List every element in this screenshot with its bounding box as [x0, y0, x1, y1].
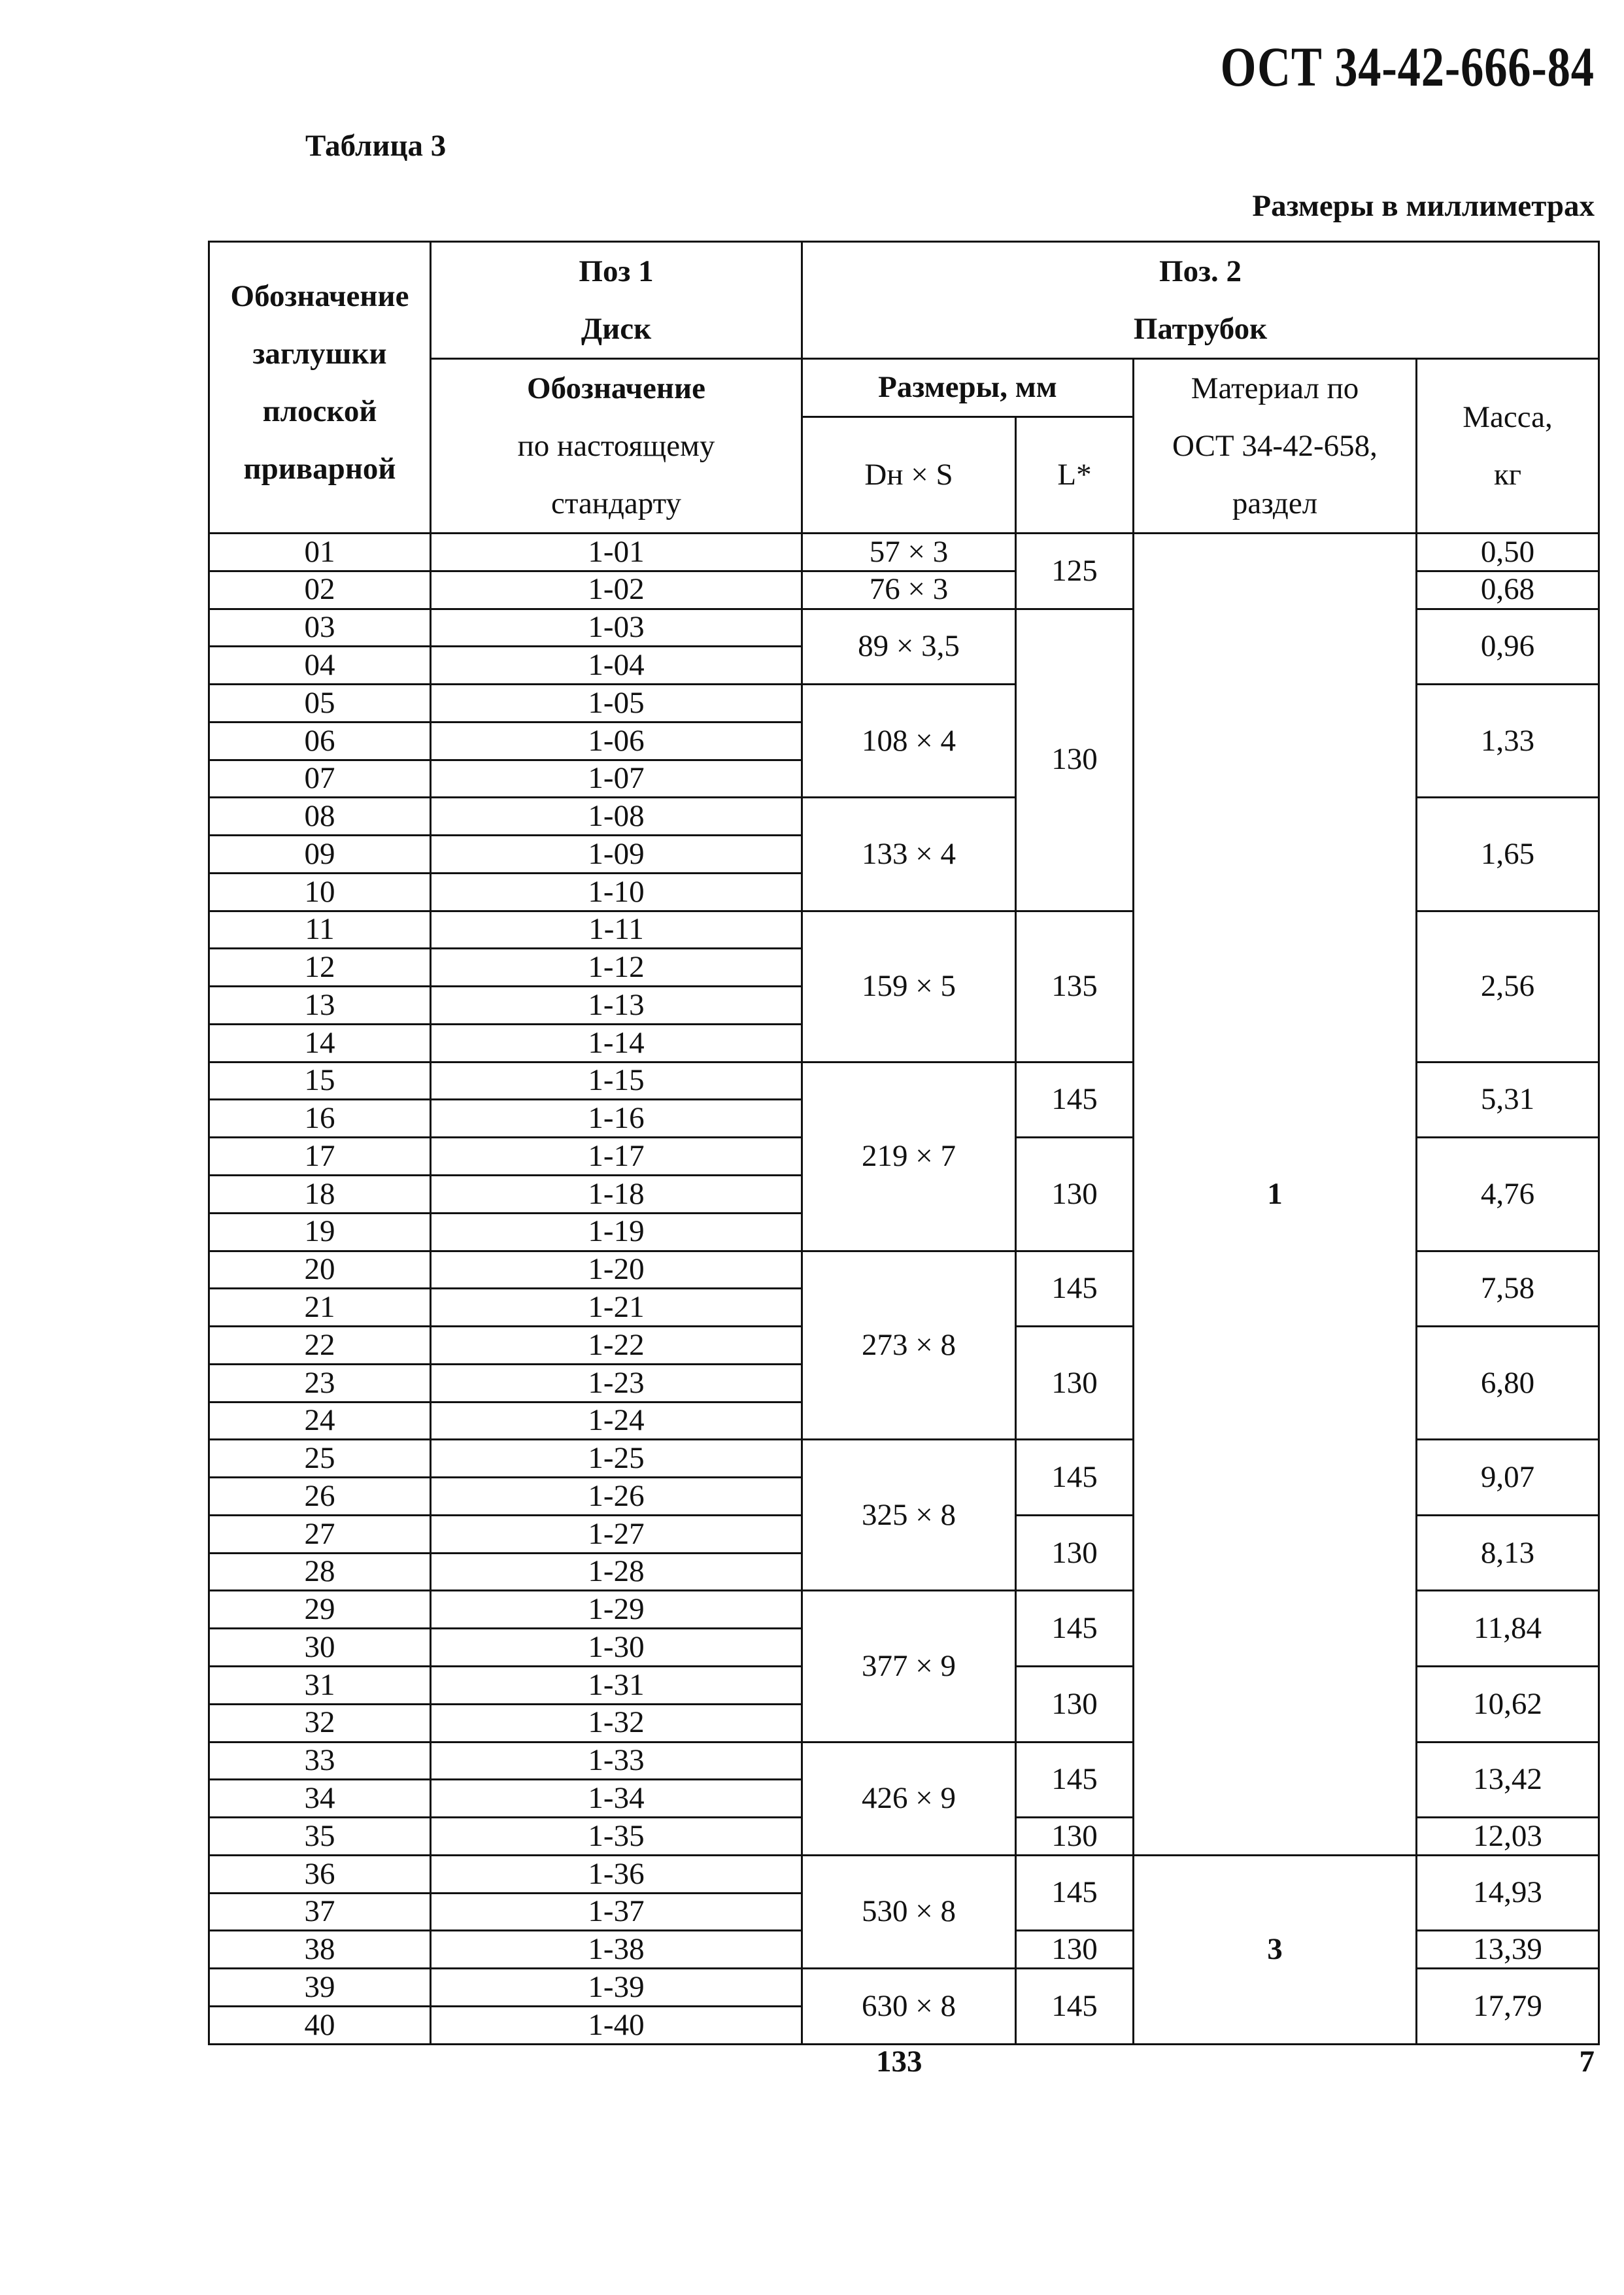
- material-section-cell: 3: [1134, 1855, 1417, 2044]
- dn-s-cell: 89 × 3,5: [802, 609, 1016, 685]
- disk-designation-cell: 1-30: [431, 1629, 802, 1667]
- mass-cell: 11,84: [1417, 1591, 1599, 1667]
- header-mass-line: Масса,: [1463, 400, 1553, 434]
- plug-code-cell: 12: [209, 949, 431, 987]
- dn-s-cell: 273 × 8: [802, 1251, 1016, 1440]
- plug-code-cell: 37: [209, 1893, 431, 1931]
- length-cell: 135: [1016, 911, 1134, 1062]
- length-cell: 130: [1016, 1818, 1134, 1856]
- mass-cell: 4,76: [1417, 1138, 1599, 1251]
- disk-designation-cell: 1-06: [431, 722, 802, 760]
- plug-code-cell: 05: [209, 685, 431, 722]
- dn-s-cell: 530 × 8: [802, 1855, 1016, 1968]
- disk-designation-cell: 1-22: [431, 1327, 802, 1365]
- dimensions-table: [208, 241, 1600, 2045]
- header-mass-line: кг: [1493, 458, 1522, 492]
- plug-code-cell: 30: [209, 1629, 431, 1667]
- disk-designation-cell: 1-17: [431, 1138, 802, 1176]
- mass-cell: 8,13: [1417, 1515, 1599, 1591]
- dn-s-cell: 57 × 3: [802, 534, 1016, 571]
- disk-designation-cell: 1-32: [431, 1704, 802, 1742]
- disk-designation-cell: 1-39: [431, 1969, 802, 2007]
- plug-code-cell: 16: [209, 1100, 431, 1138]
- mass-cell: 5,31: [1417, 1062, 1599, 1138]
- plug-code-cell: 36: [209, 1855, 431, 1893]
- plug-code-cell: 06: [209, 722, 431, 760]
- disk-designation-cell: 1-04: [431, 647, 802, 685]
- header-disk-designation-line: Обозначение: [527, 371, 705, 405]
- length-cell: 145: [1016, 1855, 1134, 1931]
- plug-code-cell: 28: [209, 1553, 431, 1591]
- header-dn-s: Dн × S: [802, 417, 1016, 534]
- mass-cell: 0,96: [1417, 609, 1599, 685]
- length-cell: 145: [1016, 1969, 1134, 2045]
- plug-code-cell: 17: [209, 1138, 431, 1176]
- plug-code-cell: 08: [209, 798, 431, 836]
- header-disk-designation-line: по настоящему: [517, 429, 715, 463]
- disk-designation-cell: 1-20: [431, 1251, 802, 1289]
- dn-s-cell: 630 × 8: [802, 1969, 1016, 2045]
- disk-designation-cell: 1-11: [431, 911, 802, 949]
- plug-code-cell: 24: [209, 1402, 431, 1440]
- header-material-line: раздел: [1232, 486, 1318, 520]
- disk-designation-cell: 1-35: [431, 1818, 802, 1856]
- header-plug-designation-line: заглушки: [252, 337, 387, 371]
- disk-designation-cell: 1-18: [431, 1176, 802, 1214]
- header-material: [1134, 359, 1417, 534]
- disk-designation-cell: 1-36: [431, 1855, 802, 1893]
- length-cell: 145: [1016, 1591, 1134, 1667]
- plug-code-cell: 10: [209, 873, 431, 911]
- dn-s-cell: 76 × 3: [802, 571, 1016, 609]
- dn-s-cell: 219 × 7: [802, 1062, 1016, 1251]
- mass-cell: 7,58: [1417, 1251, 1599, 1327]
- disk-designation-cell: 1-29: [431, 1591, 802, 1629]
- plug-code-cell: 23: [209, 1364, 431, 1402]
- header-plug-designation-line: приварной: [243, 452, 396, 486]
- plug-code-cell: 39: [209, 1969, 431, 2007]
- disk-designation-cell: 1-14: [431, 1024, 802, 1062]
- header-disk-designation-line: стандарту: [550, 486, 682, 520]
- plug-code-cell: 09: [209, 836, 431, 874]
- header-l: L*: [1016, 417, 1134, 534]
- header-plug-designation: [209, 242, 431, 534]
- length-cell: 130: [1016, 1515, 1134, 1591]
- plug-code-cell: 07: [209, 760, 431, 798]
- header-pos1: [431, 242, 802, 359]
- header-plug-designation-line: плоской: [262, 394, 377, 428]
- plug-code-cell: 11: [209, 911, 431, 949]
- header-dimensions: Размеры, мм: [802, 359, 1134, 417]
- plug-code-cell: 27: [209, 1515, 431, 1553]
- page-number: 133: [876, 2045, 922, 2079]
- table-label: Таблица 3: [305, 129, 447, 163]
- table-body: [209, 534, 1599, 2045]
- disk-designation-cell: 1-23: [431, 1364, 802, 1402]
- dn-s-cell: 108 × 4: [802, 685, 1016, 798]
- plug-code-cell: 14: [209, 1024, 431, 1062]
- mass-cell: 14,93: [1417, 1855, 1599, 1931]
- mass-cell: 13,42: [1417, 1742, 1599, 1818]
- length-cell: 130: [1016, 1138, 1134, 1251]
- plug-code-cell: 03: [209, 609, 431, 647]
- plug-code-cell: 25: [209, 1440, 431, 1478]
- header-disk-designation: [431, 359, 802, 534]
- disk-designation-cell: 1-01: [431, 534, 802, 571]
- disk-designation-cell: 1-08: [431, 798, 802, 836]
- mass-cell: 0,50: [1417, 534, 1599, 571]
- material-section-cell: 1: [1134, 534, 1417, 1856]
- standard-number: ОСТ 34-42-666-84: [1220, 35, 1595, 98]
- disk-designation-cell: 1-16: [431, 1100, 802, 1138]
- disk-designation-cell: 1-24: [431, 1402, 802, 1440]
- disk-designation-cell: 1-10: [431, 873, 802, 911]
- header-pos1-line: Диск: [581, 312, 652, 346]
- mass-cell: 1,65: [1417, 798, 1599, 911]
- disk-designation-cell: 1-40: [431, 2006, 802, 2044]
- plug-code-cell: 26: [209, 1478, 431, 1516]
- plug-code-cell: 15: [209, 1062, 431, 1100]
- header-pos2-line: Поз. 2: [1159, 254, 1242, 288]
- plug-code-cell: 34: [209, 1780, 431, 1818]
- plug-code-cell: 20: [209, 1251, 431, 1289]
- disk-designation-cell: 1-03: [431, 609, 802, 647]
- disk-designation-cell: 1-28: [431, 1553, 802, 1591]
- table-row: [209, 1855, 1599, 1893]
- disk-designation-cell: 1-21: [431, 1289, 802, 1327]
- dn-s-cell: 133 × 4: [802, 798, 1016, 911]
- plug-code-cell: 35: [209, 1818, 431, 1856]
- sheet-number: 7: [1579, 2045, 1595, 2079]
- mass-cell: 2,56: [1417, 911, 1599, 1062]
- plug-code-cell: 33: [209, 1742, 431, 1780]
- length-cell: 145: [1016, 1742, 1134, 1818]
- mass-cell: 17,79: [1417, 1969, 1599, 2045]
- disk-designation-cell: 1-15: [431, 1062, 802, 1100]
- disk-designation-cell: 1-09: [431, 836, 802, 874]
- mass-cell: 10,62: [1417, 1666, 1599, 1742]
- disk-designation-cell: 1-19: [431, 1213, 802, 1251]
- length-cell: 130: [1016, 609, 1134, 911]
- disk-designation-cell: 1-34: [431, 1780, 802, 1818]
- disk-designation-cell: 1-38: [431, 1931, 802, 1969]
- header-plug-designation-line: Обозначение: [230, 279, 409, 313]
- plug-code-cell: 40: [209, 2006, 431, 2044]
- length-cell: 145: [1016, 1251, 1134, 1327]
- header-pos1-line: Поз 1: [579, 254, 654, 288]
- table-header: [209, 242, 1599, 534]
- length-cell: 130: [1016, 1327, 1134, 1440]
- length-cell: 130: [1016, 1931, 1134, 1969]
- dn-s-cell: 159 × 5: [802, 911, 1016, 1062]
- disk-designation-cell: 1-37: [431, 1893, 802, 1931]
- plug-code-cell: 19: [209, 1213, 431, 1251]
- mass-cell: 13,39: [1417, 1931, 1599, 1969]
- disk-designation-cell: 1-33: [431, 1742, 802, 1780]
- dn-s-cell: 426 × 9: [802, 1742, 1016, 1855]
- dn-s-cell: 325 × 8: [802, 1440, 1016, 1591]
- plug-code-cell: 18: [209, 1176, 431, 1214]
- plug-code-cell: 31: [209, 1666, 431, 1704]
- length-cell: 125: [1016, 534, 1134, 609]
- table-row: [209, 534, 1599, 571]
- disk-designation-cell: 1-05: [431, 685, 802, 722]
- disk-designation-cell: 1-26: [431, 1478, 802, 1516]
- plug-code-cell: 02: [209, 571, 431, 609]
- disk-designation-cell: 1-27: [431, 1515, 802, 1553]
- disk-designation-cell: 1-13: [431, 987, 802, 1025]
- units-note: Размеры в миллиметрах: [1252, 189, 1595, 223]
- disk-designation-cell: 1-02: [431, 571, 802, 609]
- mass-cell: 12,03: [1417, 1818, 1599, 1856]
- header-pos2-line: Патрубок: [1133, 312, 1268, 346]
- plug-code-cell: 04: [209, 647, 431, 685]
- plug-code-cell: 32: [209, 1704, 431, 1742]
- length-cell: 145: [1016, 1062, 1134, 1138]
- mass-cell: 9,07: [1417, 1440, 1599, 1516]
- plug-code-cell: 21: [209, 1289, 431, 1327]
- length-cell: 145: [1016, 1440, 1134, 1516]
- header-material-line: ОСТ 34-42-658,: [1172, 429, 1378, 463]
- plug-code-cell: 22: [209, 1327, 431, 1365]
- disk-designation-cell: 1-12: [431, 949, 802, 987]
- plug-code-cell: 13: [209, 987, 431, 1025]
- mass-cell: 6,80: [1417, 1327, 1599, 1440]
- header-mass: [1417, 359, 1599, 534]
- mass-cell: 0,68: [1417, 571, 1599, 609]
- mass-cell: 1,33: [1417, 685, 1599, 798]
- disk-designation-cell: 1-25: [431, 1440, 802, 1478]
- disk-designation-cell: 1-07: [431, 760, 802, 798]
- header-material-line: Материал по: [1191, 371, 1359, 405]
- dn-s-cell: 377 × 9: [802, 1591, 1016, 1742]
- plug-code-cell: 38: [209, 1931, 431, 1969]
- plug-code-cell: 29: [209, 1591, 431, 1629]
- header-pos2: [802, 242, 1599, 359]
- length-cell: 130: [1016, 1666, 1134, 1742]
- disk-designation-cell: 1-31: [431, 1666, 802, 1704]
- plug-code-cell: 01: [209, 534, 431, 571]
